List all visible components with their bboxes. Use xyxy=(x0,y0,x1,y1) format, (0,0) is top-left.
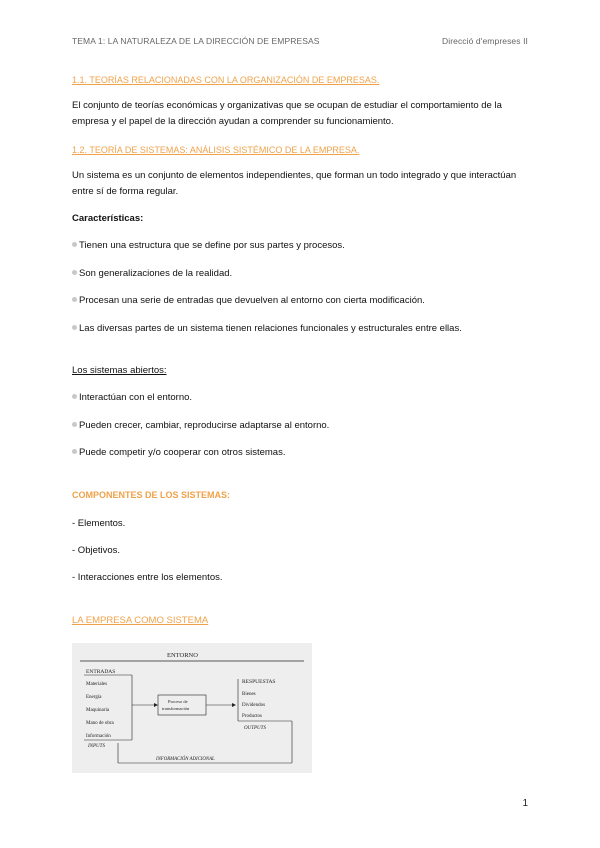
output-item: Bienes xyxy=(242,692,256,697)
diagram-title: ENTORNO xyxy=(167,652,198,659)
list-item: Interactúan con el entorno. xyxy=(72,392,192,403)
bullet-icon xyxy=(72,242,77,247)
list-item: Tienen una estructura que se define por sus partes y procesos. xyxy=(72,240,345,251)
bullet-icon xyxy=(72,394,77,399)
section-1-1-paragraph: El conjunto de teorías económicas y organizativas que se ocupan de estudiar el comportamiento de la empresa y el papel de la dirección ayudan a comprender su funcionamiento. xyxy=(72,100,502,127)
arrow-head-icon xyxy=(232,703,236,707)
output-item: Dividendos xyxy=(242,703,266,708)
outputs-title: RESPUESTAS xyxy=(242,679,276,685)
company-system-diagram xyxy=(72,643,312,773)
process-label: transformación xyxy=(162,706,190,711)
header-title: TEMA 1: LA NATURALEZA DE LA DIRECCIÓN DE EMPRESAS xyxy=(72,36,320,46)
list-item: Son generalizaciones de la realidad. xyxy=(72,268,232,279)
section-heading-1-2: 1.2. TEORÍA DE SISTEMAS: ANÁLISIS SISTÉMICO DE LA EMPRESA. xyxy=(72,145,360,155)
process-box xyxy=(158,695,206,715)
outputs-footer: OUTPUTS xyxy=(244,726,266,731)
bullet-icon xyxy=(72,449,77,454)
section-heading-1-1: 1.1. TEORÍAS RELACIONADAS CON LA ORGANIZACIÓN DE EMPRESAS. xyxy=(72,75,380,85)
list-item: - Objetivos. xyxy=(72,545,121,556)
list-item: Puede competir y/o cooperar con otros sistemas. xyxy=(72,447,285,458)
bullet-icon xyxy=(72,270,77,275)
list-item: - Interacciones entre los elementos. xyxy=(72,572,223,583)
company-system-heading: LA EMPRESA COMO SISTEMA xyxy=(72,615,209,626)
page-number: 1 xyxy=(522,798,528,809)
characteristics-title: Características: xyxy=(72,213,144,224)
list-item: Pueden crecer, cambiar, reproducirse adaptarse al entorno. xyxy=(72,420,329,431)
header-course: Direcció d'empreses II xyxy=(441,36,528,46)
inputs-footer: INPUTS xyxy=(88,744,105,749)
input-item: Materiales xyxy=(86,682,108,687)
process-label: Proceso de xyxy=(168,699,188,704)
page-header xyxy=(72,36,528,50)
list-item: Las diversas partes de un sistema tienen relaciones funcionales y estructurales entre ellas. xyxy=(72,323,462,334)
input-item: Información xyxy=(86,734,111,739)
inputs-title: ENTRADAS xyxy=(86,669,116,675)
list-item: - Elementos. xyxy=(72,518,126,529)
section-1-2-paragraph: Un sistema es un conjunto de elementos independientes, que forman un todo integrado y que interactúan entre sí de forma regular. xyxy=(72,170,517,197)
list-item: Procesan una serie de entradas que devuelven al entorno con cierta modificación. xyxy=(72,295,425,306)
input-item: Maquinaria xyxy=(86,708,110,713)
bullet-icon xyxy=(72,297,77,302)
arrow-head-icon xyxy=(154,703,158,707)
feedback-label: INFORMACIÓN ADICIONAL xyxy=(156,757,215,762)
input-item: Mano de obra xyxy=(86,721,114,726)
input-item: Energía xyxy=(86,695,102,700)
open-systems-title: Los sistemas abiertos: xyxy=(72,365,167,376)
bullet-icon xyxy=(72,422,77,427)
bullet-icon xyxy=(72,325,77,330)
output-item: Productos xyxy=(242,714,262,719)
components-heading: COMPONENTES DE LOS SISTEMAS: xyxy=(72,490,231,500)
